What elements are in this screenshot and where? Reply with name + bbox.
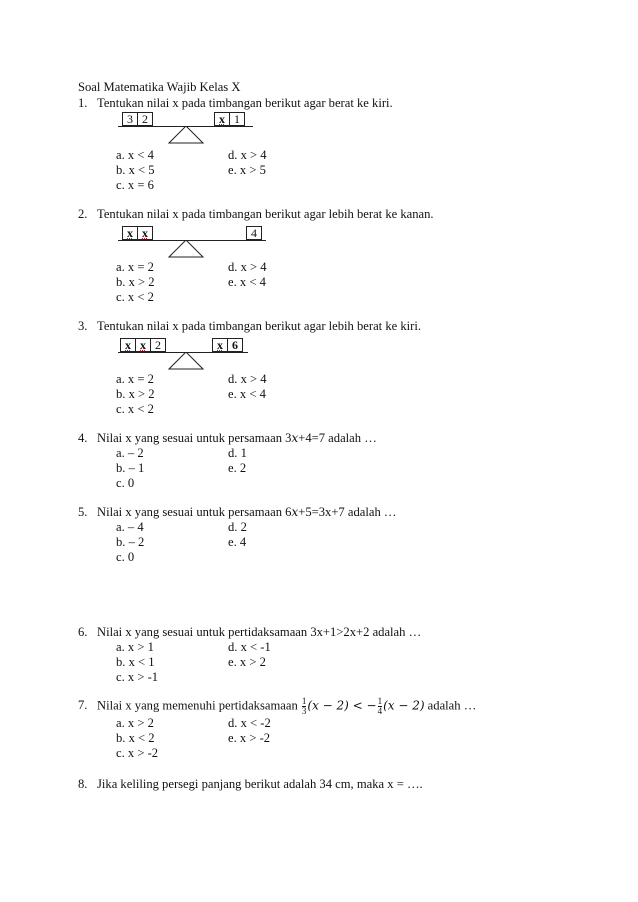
question-6 bbox=[78, 625, 421, 640]
option-e[interactable]: e. x < 4 bbox=[228, 275, 266, 289]
option-b[interactable]: b. x < 2 bbox=[116, 731, 155, 745]
question-number: 5. bbox=[78, 505, 88, 519]
option-d[interactable]: d. 1 bbox=[228, 446, 247, 460]
weight-cell: 1 bbox=[229, 113, 244, 125]
question-text: Nilai x yang sesuai untuk persamaan 3 bbox=[97, 431, 292, 445]
option-e[interactable]: e. x > 5 bbox=[228, 163, 266, 177]
option-a[interactable]: a. – 4 bbox=[116, 520, 144, 534]
option-b[interactable]: b. – 2 bbox=[116, 535, 145, 549]
option-d[interactable]: d. 2 bbox=[228, 520, 247, 534]
option-d[interactable]: d. x > 4 bbox=[228, 372, 267, 386]
question-number: 7. bbox=[78, 698, 88, 713]
option-e[interactable]: e. x < 4 bbox=[228, 387, 266, 401]
question-number: 3. bbox=[78, 319, 88, 333]
weight-cell: x bbox=[135, 339, 150, 351]
question-3 bbox=[78, 319, 421, 334]
math-variable: x bbox=[291, 505, 299, 519]
question-text: Tentukan nilai x pada timbangan berikut agar lebih berat ke kanan. bbox=[97, 207, 434, 221]
question-text: Tentukan nilai x pada timbangan berikut agar berat ke kiri. bbox=[97, 96, 393, 110]
question-text: Nilai x yang memenuhi pertidaksamaan bbox=[97, 698, 301, 713]
fraction-one-third: $\frac{1}{3}$ bbox=[301, 696, 307, 716]
option-b[interactable]: b. x > 2 bbox=[116, 387, 155, 401]
fulcrum-triangle-icon bbox=[168, 240, 204, 258]
question-text: Tentukan nilai x pada timbangan berikut agar lebih berat ke kiri. bbox=[97, 319, 421, 333]
right-pan bbox=[246, 226, 262, 240]
option-e[interactable]: e. 4 bbox=[228, 535, 247, 549]
question-7 bbox=[78, 697, 476, 716]
option-d[interactable]: d. x > 4 bbox=[228, 260, 267, 274]
option-a[interactable]: a. x = 2 bbox=[116, 260, 154, 274]
question-number: 6. bbox=[78, 625, 88, 639]
weight-cell: x bbox=[219, 112, 225, 126]
right-pan bbox=[214, 112, 245, 126]
weight-cell: x bbox=[137, 227, 152, 239]
question-8 bbox=[78, 777, 423, 792]
weight-cell: x bbox=[125, 338, 131, 352]
left-pan bbox=[122, 112, 153, 126]
fraction-one-quarter: $\frac{1}{4}$ bbox=[377, 696, 383, 716]
weight-cell: 4 bbox=[251, 226, 257, 240]
balance-scale-3 bbox=[118, 336, 248, 370]
fulcrum-triangle-icon bbox=[168, 126, 204, 144]
option-e[interactable]: e. 2 bbox=[228, 461, 247, 475]
question-number: 8. bbox=[78, 777, 88, 791]
left-pan bbox=[120, 338, 166, 352]
question-text: Nilai x yang sesuai untuk persamaan 6 bbox=[97, 505, 292, 519]
option-c[interactable]: c. 0 bbox=[116, 476, 135, 490]
option-e[interactable]: e. x > -2 bbox=[228, 731, 271, 745]
question-text-end: +4=7 adalah … bbox=[298, 431, 377, 445]
weight-cell: x bbox=[217, 338, 223, 352]
option-b[interactable]: b. x < 5 bbox=[116, 163, 155, 177]
question-text-end: +5=3x+7 adalah … bbox=[298, 505, 397, 519]
question-5 bbox=[78, 505, 396, 520]
weight-cell: 2 bbox=[137, 113, 152, 125]
option-a[interactable]: a. x = 2 bbox=[116, 372, 154, 386]
question-text: Jika keliling persegi panjang berikut adalah 34 cm, maka x = …. bbox=[97, 777, 423, 791]
option-c[interactable]: c. x = 6 bbox=[116, 178, 154, 192]
option-c[interactable]: c. x > -1 bbox=[116, 670, 159, 684]
question-2 bbox=[78, 207, 434, 222]
option-a[interactable]: a. x > 2 bbox=[116, 716, 154, 730]
weight-cell: 2 bbox=[150, 339, 165, 351]
option-c[interactable]: c. x < 2 bbox=[116, 290, 154, 304]
option-c[interactable]: c. 0 bbox=[116, 550, 135, 564]
balance-scale-1 bbox=[118, 110, 253, 144]
question-text: Nilai x yang sesuai untuk pertidaksamaan 3x+1>2x+2 adalah … bbox=[97, 625, 422, 639]
weight-cell: 3 bbox=[127, 112, 133, 126]
question-text-end: adalah … bbox=[424, 698, 477, 713]
math-variable: x bbox=[291, 431, 299, 445]
question-1 bbox=[78, 96, 393, 111]
option-c[interactable]: c. x > -2 bbox=[116, 746, 159, 760]
question-number: 2. bbox=[78, 207, 88, 221]
option-b[interactable]: b. – 1 bbox=[116, 461, 145, 475]
option-d[interactable]: d. x < -2 bbox=[228, 716, 271, 730]
weight-cell: 6 bbox=[227, 339, 242, 351]
question-number: 1. bbox=[78, 96, 88, 110]
option-b[interactable]: b. x < 1 bbox=[116, 655, 155, 669]
question-number: 4. bbox=[78, 431, 88, 445]
option-c[interactable]: c. x < 2 bbox=[116, 402, 154, 416]
option-a[interactable]: a. x < 4 bbox=[116, 148, 154, 162]
option-e[interactable]: e. x > 2 bbox=[228, 655, 266, 669]
worksheet-title: Soal Matematika Wajib Kelas X bbox=[78, 80, 241, 94]
option-a[interactable]: a. x > 1 bbox=[116, 640, 154, 654]
option-d[interactable]: d. x < -1 bbox=[228, 640, 271, 654]
balance-scale-2 bbox=[118, 224, 266, 258]
right-pan bbox=[212, 338, 243, 352]
option-d[interactable]: d. x > 4 bbox=[228, 148, 267, 162]
question-4 bbox=[78, 431, 377, 446]
option-b[interactable]: b. x > 2 bbox=[116, 275, 155, 289]
fulcrum-triangle-icon bbox=[168, 352, 204, 370]
math-expression: (x − 2) < − bbox=[307, 698, 377, 713]
math-expression-tail: (x − 2) bbox=[383, 698, 425, 713]
weight-cell: x bbox=[127, 226, 133, 240]
option-a[interactable]: a. – 2 bbox=[116, 446, 144, 460]
left-pan bbox=[122, 226, 153, 240]
